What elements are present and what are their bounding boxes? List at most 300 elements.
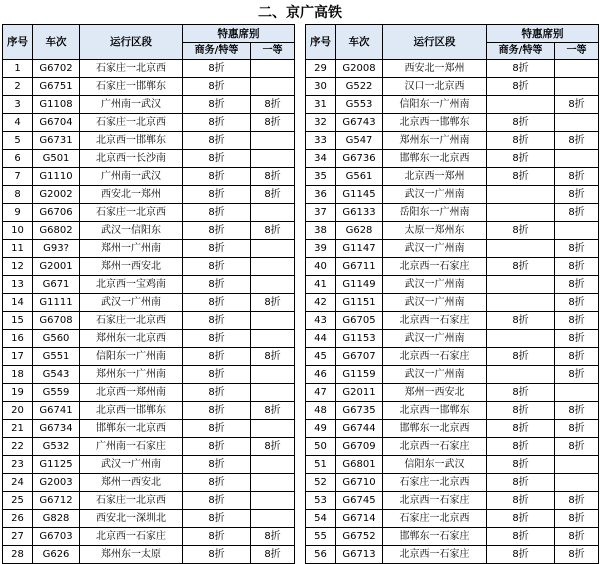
- train-cell: G2011: [336, 384, 383, 402]
- first-class-discount-cell: 8折: [555, 312, 599, 330]
- seq-cell: 53: [306, 492, 336, 510]
- business-discount-cell: [487, 204, 555, 222]
- table-row: [306, 420, 599, 438]
- first-class-discount-cell: 8折: [251, 438, 295, 456]
- first-class-discount-cell: 8折: [555, 96, 599, 114]
- table-row: [306, 258, 599, 276]
- route-cell: 北京西一石家庄: [383, 438, 487, 456]
- business-discount-cell: 8折: [183, 312, 251, 330]
- business-discount-cell: 8折: [183, 204, 251, 222]
- route-cell: 邯郸东一北京西: [383, 150, 487, 168]
- first-class-discount-cell: 8折: [555, 276, 599, 294]
- first-class-discount-cell: [251, 492, 295, 510]
- first-class-discount-cell: [251, 312, 295, 330]
- train-cell: G628: [336, 222, 383, 240]
- seq-cell: 20: [3, 402, 33, 420]
- route-cell: 太原一郑州东: [383, 222, 487, 240]
- table-row: [3, 114, 295, 132]
- business-discount-cell: 8折: [183, 456, 251, 474]
- table-row: [306, 294, 599, 312]
- train-cell: G559: [33, 384, 80, 402]
- business-discount-cell: 8折: [487, 222, 555, 240]
- first-class-discount-cell: 8折: [251, 294, 295, 312]
- first-class-discount-cell: [555, 456, 599, 474]
- business-discount-cell: 8折: [487, 150, 555, 168]
- business-discount-cell: 8折: [183, 528, 251, 546]
- first-class-discount-cell: 8折: [555, 186, 599, 204]
- header-route: 运行区段: [80, 25, 183, 60]
- first-class-discount-cell: 8折: [555, 204, 599, 222]
- table-row: [3, 546, 295, 564]
- train-cell: G2008: [336, 60, 383, 78]
- seq-cell: 9: [3, 204, 33, 222]
- first-class-discount-cell: [251, 258, 295, 276]
- seq-cell: 31: [306, 96, 336, 114]
- route-cell: 武汉一广州南: [383, 294, 487, 312]
- seq-cell: 56: [306, 546, 336, 564]
- table-row: [3, 132, 295, 150]
- route-cell: 石家庄一北京西: [80, 114, 183, 132]
- first-class-discount-cell: 8折: [251, 96, 295, 114]
- route-cell: 广州南一石家庄: [80, 438, 183, 456]
- train-cell: G6711: [336, 258, 383, 276]
- business-discount-cell: 8折: [183, 294, 251, 312]
- seq-cell: 37: [306, 204, 336, 222]
- table-body-left: [3, 60, 295, 564]
- train-cell: G6710: [336, 474, 383, 492]
- train-cell: G561: [336, 168, 383, 186]
- train-cell: G828: [33, 510, 80, 528]
- first-class-discount-cell: 8折: [555, 348, 599, 366]
- route-cell: 郑州一广州南: [80, 240, 183, 258]
- header-first: 一等: [555, 43, 599, 60]
- first-class-discount-cell: 8折: [555, 240, 599, 258]
- train-cell: G2002: [33, 186, 80, 204]
- route-cell: 北京西一邯郸东: [80, 402, 183, 420]
- business-discount-cell: 8折: [487, 114, 555, 132]
- table-row: [3, 294, 295, 312]
- seq-cell: 38: [306, 222, 336, 240]
- table-row: [3, 366, 295, 384]
- seq-cell: 39: [306, 240, 336, 258]
- route-cell: 西安北一郑州: [80, 186, 183, 204]
- business-discount-cell: [487, 330, 555, 348]
- business-discount-cell: 8折: [487, 132, 555, 150]
- page-title: 二、京广高铁: [258, 5, 342, 21]
- train-cell: G6734: [33, 420, 80, 438]
- route-cell: 信阳东一广州南: [383, 96, 487, 114]
- route-cell: 郑州一西安北: [80, 474, 183, 492]
- train-cell: G6735: [336, 402, 383, 420]
- first-class-discount-cell: [251, 132, 295, 150]
- seq-cell: 50: [306, 438, 336, 456]
- business-discount-cell: 8折: [487, 546, 555, 564]
- seq-cell: 11: [3, 240, 33, 258]
- first-class-discount-cell: 8折: [251, 348, 295, 366]
- route-cell: 北京西一邯郸东: [383, 114, 487, 132]
- first-class-discount-cell: 8折: [555, 168, 599, 186]
- seq-cell: 10: [3, 222, 33, 240]
- header-special: 特惠席别: [183, 25, 295, 43]
- route-cell: 北京西一石家庄: [383, 546, 487, 564]
- first-class-discount-cell: [251, 240, 295, 258]
- business-discount-cell: [487, 96, 555, 114]
- table-row: [3, 348, 295, 366]
- seq-cell: 12: [3, 258, 33, 276]
- table-row: [306, 276, 599, 294]
- first-class-discount-cell: [251, 456, 295, 474]
- table-row: [306, 132, 599, 150]
- route-cell: 邯郸东一北京西: [80, 420, 183, 438]
- table-row: [306, 528, 599, 546]
- first-class-discount-cell: [251, 510, 295, 528]
- business-discount-cell: 8折: [487, 78, 555, 96]
- table-row: [3, 456, 295, 474]
- seq-cell: 22: [3, 438, 33, 456]
- table-row: [306, 96, 599, 114]
- table-row: [306, 492, 599, 510]
- train-cell: G1110: [33, 168, 80, 186]
- table-row: [3, 258, 295, 276]
- train-cell: G551: [33, 348, 80, 366]
- table-row: [3, 330, 295, 348]
- table-row: [306, 330, 599, 348]
- business-discount-cell: 8折: [487, 528, 555, 546]
- first-class-discount-cell: 8折: [555, 528, 599, 546]
- seq-cell: 18: [3, 366, 33, 384]
- business-discount-cell: 8折: [183, 114, 251, 132]
- route-cell: 邯郸东一石家庄: [383, 528, 487, 546]
- seq-cell: 16: [3, 330, 33, 348]
- train-cell: G2001: [33, 258, 80, 276]
- route-cell: 北京西一郑州: [383, 168, 487, 186]
- business-discount-cell: [487, 294, 555, 312]
- business-discount-cell: 8折: [183, 78, 251, 96]
- first-class-discount-cell: 8折: [251, 168, 295, 186]
- train-cell: G6706: [33, 204, 80, 222]
- seq-cell: 32: [306, 114, 336, 132]
- business-discount-cell: 8折: [183, 420, 251, 438]
- table-row: [3, 186, 295, 204]
- train-cell: G6704: [33, 114, 80, 132]
- route-cell: 郑州一西安北: [80, 258, 183, 276]
- train-cell: G1153: [336, 330, 383, 348]
- route-cell: 广州南一武汉: [80, 168, 183, 186]
- seq-cell: 28: [3, 546, 33, 564]
- header-seq: 序号: [306, 25, 336, 60]
- seq-cell: 8: [3, 186, 33, 204]
- table-row: [3, 510, 295, 528]
- route-cell: 西安北一郑州: [383, 60, 487, 78]
- seq-cell: 19: [3, 384, 33, 402]
- route-cell: 信阳东一武汉: [383, 456, 487, 474]
- route-cell: 北京西一石家庄: [383, 312, 487, 330]
- route-cell: 岳阳东一广州南: [383, 204, 487, 222]
- train-cell: G6708: [33, 312, 80, 330]
- route-cell: 北京西一郑州南: [80, 384, 183, 402]
- business-discount-cell: 8折: [487, 438, 555, 456]
- table-row: [306, 348, 599, 366]
- first-class-discount-cell: [251, 204, 295, 222]
- business-discount-cell: 8折: [183, 492, 251, 510]
- business-discount-cell: 8折: [183, 366, 251, 384]
- table-row: [3, 276, 295, 294]
- seq-cell: 17: [3, 348, 33, 366]
- route-cell: 信阳东一广州南: [80, 348, 183, 366]
- table-body-right: [306, 60, 599, 564]
- route-cell: 石家庄一北京西: [80, 312, 183, 330]
- business-discount-cell: [487, 240, 555, 258]
- business-discount-cell: 8折: [183, 276, 251, 294]
- table-row: [306, 150, 599, 168]
- table-row: [306, 60, 599, 78]
- train-cell: G1147: [336, 240, 383, 258]
- route-cell: 武汉一广州南: [383, 186, 487, 204]
- table-row: [3, 96, 295, 114]
- route-cell: 邯郸东一北京西: [383, 420, 487, 438]
- business-discount-cell: 8折: [183, 510, 251, 528]
- train-cell: G626: [33, 546, 80, 564]
- route-cell: 北京西一宝鸡南: [80, 276, 183, 294]
- business-discount-cell: 8折: [487, 474, 555, 492]
- train-cell: G6707: [336, 348, 383, 366]
- seq-cell: 52: [306, 474, 336, 492]
- train-cell: G6741: [33, 402, 80, 420]
- first-class-discount-cell: 8折: [555, 132, 599, 150]
- seq-cell: 34: [306, 150, 336, 168]
- first-class-discount-cell: 8折: [555, 294, 599, 312]
- train-cell: G1151: [336, 294, 383, 312]
- train-cell: G6802: [33, 222, 80, 240]
- train-cell: G1111: [33, 294, 80, 312]
- business-discount-cell: 8折: [487, 348, 555, 366]
- business-discount-cell: [487, 276, 555, 294]
- table-row: [3, 384, 295, 402]
- train-cell: G6736: [336, 150, 383, 168]
- business-discount-cell: 8折: [487, 384, 555, 402]
- header-special: 特惠席别: [487, 25, 599, 43]
- business-discount-cell: [487, 366, 555, 384]
- seq-cell: 30: [306, 78, 336, 96]
- seq-cell: 13: [3, 276, 33, 294]
- train-cell: G6703: [33, 528, 80, 546]
- seq-cell: 49: [306, 420, 336, 438]
- seq-cell: 5: [3, 132, 33, 150]
- first-class-discount-cell: [251, 78, 295, 96]
- train-cell: G547: [336, 132, 383, 150]
- business-discount-cell: 8折: [183, 474, 251, 492]
- route-cell: 石家庄一北京西: [80, 492, 183, 510]
- table-row: [3, 168, 295, 186]
- business-discount-cell: 8折: [183, 258, 251, 276]
- business-discount-cell: 8折: [183, 132, 251, 150]
- first-class-discount-cell: 8折: [555, 492, 599, 510]
- seq-cell: 1: [3, 60, 33, 78]
- route-cell: 西安北一深圳北: [80, 510, 183, 528]
- seq-cell: 24: [3, 474, 33, 492]
- seq-cell: 51: [306, 456, 336, 474]
- first-class-discount-cell: 8折: [251, 114, 295, 132]
- table-row: [306, 240, 599, 258]
- seq-cell: 2: [3, 78, 33, 96]
- route-cell: 郑州东一广州南: [80, 366, 183, 384]
- route-cell: 石家庄一北京西: [80, 204, 183, 222]
- train-cell: G560: [33, 330, 80, 348]
- seq-cell: 26: [3, 510, 33, 528]
- table-row: [3, 402, 295, 420]
- seq-cell: 23: [3, 456, 33, 474]
- table-row: [306, 114, 599, 132]
- route-cell: 郑州东一太原: [80, 546, 183, 564]
- header-business: 商务/特等: [487, 43, 555, 60]
- seq-cell: 35: [306, 168, 336, 186]
- route-cell: 武汉一广州南: [383, 366, 487, 384]
- route-cell: 北京西一邯郸东: [80, 132, 183, 150]
- business-discount-cell: 8折: [183, 384, 251, 402]
- first-class-discount-cell: 8折: [251, 402, 295, 420]
- table-row: [306, 204, 599, 222]
- business-discount-cell: 8折: [487, 60, 555, 78]
- business-discount-cell: 8折: [183, 348, 251, 366]
- seq-cell: 54: [306, 510, 336, 528]
- first-class-discount-cell: 8折: [555, 330, 599, 348]
- business-discount-cell: 8折: [487, 168, 555, 186]
- table-row: [3, 222, 295, 240]
- business-discount-cell: 8折: [183, 168, 251, 186]
- seq-cell: 29: [306, 60, 336, 78]
- seq-cell: 42: [306, 294, 336, 312]
- train-cell: G1125: [33, 456, 80, 474]
- route-cell: 北京西一石家庄: [383, 258, 487, 276]
- table-row: [3, 312, 295, 330]
- route-cell: 北京西一石家庄: [383, 348, 487, 366]
- first-class-discount-cell: [555, 384, 599, 402]
- seq-cell: 4: [3, 114, 33, 132]
- route-cell: 北京西一邯郸东: [383, 402, 487, 420]
- first-class-discount-cell: 8折: [251, 528, 295, 546]
- table-row: [3, 60, 295, 78]
- table-row: [306, 186, 599, 204]
- business-discount-cell: 8折: [487, 510, 555, 528]
- table-row: [3, 150, 295, 168]
- route-cell: 武汉一广州南: [383, 330, 487, 348]
- business-discount-cell: 8折: [487, 456, 555, 474]
- route-cell: 汉口一北京西: [383, 78, 487, 96]
- seq-cell: 43: [306, 312, 336, 330]
- seq-cell: 55: [306, 528, 336, 546]
- route-cell: 武汉一信阳东: [80, 222, 183, 240]
- table-row: [3, 204, 295, 222]
- table-row: [306, 438, 599, 456]
- train-cell: G543: [33, 366, 80, 384]
- header-route: 运行区段: [383, 25, 487, 60]
- business-discount-cell: 8折: [183, 402, 251, 420]
- business-discount-cell: 8折: [183, 330, 251, 348]
- train-cell: G6705: [336, 312, 383, 330]
- first-class-discount-cell: [555, 222, 599, 240]
- seq-cell: 3: [3, 96, 33, 114]
- train-cell: G6745: [336, 492, 383, 510]
- train-cell: G1145: [336, 186, 383, 204]
- first-class-discount-cell: [555, 114, 599, 132]
- train-cell: G1149: [336, 276, 383, 294]
- table-row: [3, 420, 295, 438]
- business-discount-cell: 8折: [183, 240, 251, 258]
- table-row: [306, 312, 599, 330]
- seq-cell: 48: [306, 402, 336, 420]
- route-cell: 北京西一石家庄: [80, 528, 183, 546]
- table-row: [306, 510, 599, 528]
- business-discount-cell: 8折: [183, 186, 251, 204]
- first-class-discount-cell: 8折: [251, 186, 295, 204]
- train-cell: G6801: [336, 456, 383, 474]
- route-cell: 石家庄一北京西: [383, 510, 487, 528]
- train-cell: G6744: [336, 420, 383, 438]
- seq-cell: 45: [306, 348, 336, 366]
- first-class-discount-cell: [251, 276, 295, 294]
- first-class-discount-cell: [555, 60, 599, 78]
- header-train: 车次: [33, 25, 80, 60]
- train-cell: G6709: [336, 438, 383, 456]
- seq-cell: 15: [3, 312, 33, 330]
- business-discount-cell: 8折: [487, 402, 555, 420]
- table-row: [306, 546, 599, 564]
- train-cell: G6714: [336, 510, 383, 528]
- table-row: [306, 384, 599, 402]
- table-row: [306, 474, 599, 492]
- seq-cell: 46: [306, 366, 336, 384]
- train-cell: G6702: [33, 60, 80, 78]
- table-row: [306, 78, 599, 96]
- route-cell: 北京西一石家庄: [383, 492, 487, 510]
- first-class-discount-cell: [251, 474, 295, 492]
- route-cell: 广州南一武汉: [80, 96, 183, 114]
- route-cell: 武汉一广州南: [80, 456, 183, 474]
- fare-table-left: [2, 24, 295, 564]
- seq-cell: 27: [3, 528, 33, 546]
- seq-cell: 44: [306, 330, 336, 348]
- table-row: [3, 438, 295, 456]
- business-discount-cell: 8折: [183, 438, 251, 456]
- first-class-discount-cell: 8折: [555, 546, 599, 564]
- header-first: 一等: [251, 43, 295, 60]
- first-class-discount-cell: 8折: [251, 222, 295, 240]
- seq-cell: 36: [306, 186, 336, 204]
- first-class-discount-cell: 8折: [555, 510, 599, 528]
- seq-cell: 40: [306, 258, 336, 276]
- train-cell: G671: [33, 276, 80, 294]
- train-cell: G6133: [336, 204, 383, 222]
- route-cell: 石家庄一邯郸东: [80, 78, 183, 96]
- train-cell: G553: [336, 96, 383, 114]
- first-class-discount-cell: [251, 330, 295, 348]
- table-row: [3, 474, 295, 492]
- train-cell: G93?: [33, 240, 80, 258]
- business-discount-cell: 8折: [183, 546, 251, 564]
- seq-cell: 47: [306, 384, 336, 402]
- train-cell: G522: [336, 78, 383, 96]
- business-discount-cell: 8折: [487, 420, 555, 438]
- seq-cell: 33: [306, 132, 336, 150]
- route-cell: 郑州一西安北: [383, 384, 487, 402]
- table-row: [306, 402, 599, 420]
- header-seq: 序号: [3, 25, 33, 60]
- business-discount-cell: 8折: [487, 312, 555, 330]
- business-discount-cell: 8折: [183, 222, 251, 240]
- business-discount-cell: 8折: [487, 492, 555, 510]
- seq-cell: 41: [306, 276, 336, 294]
- table-row: [306, 456, 599, 474]
